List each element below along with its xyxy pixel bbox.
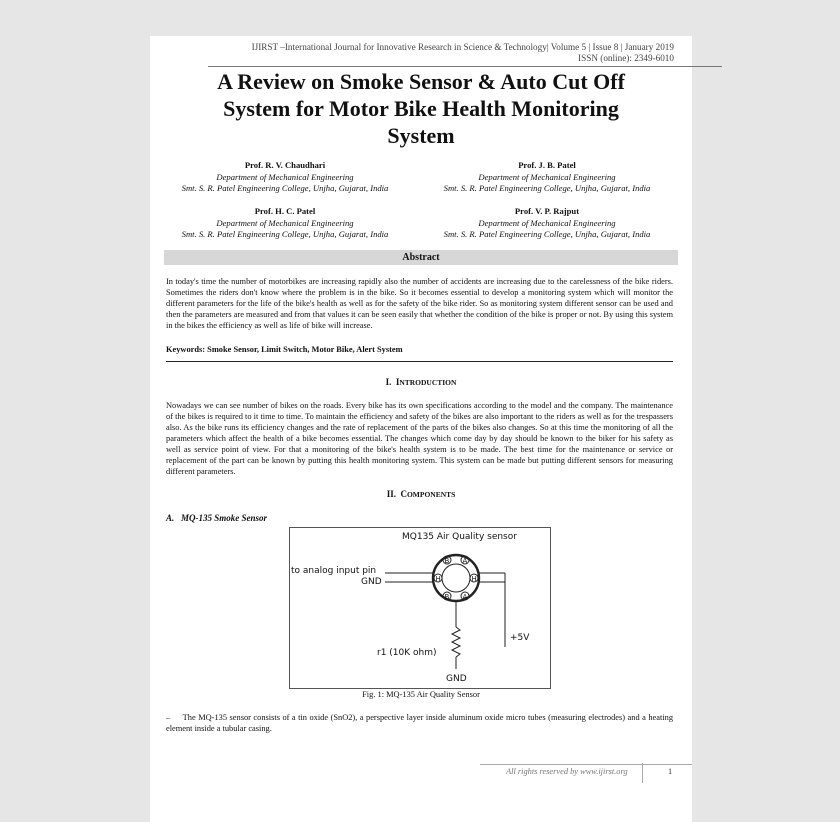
header-rule <box>208 66 722 67</box>
author-affil: Smt. S. R. Patel Engineering College, Unjha, Gujarat, India <box>443 183 651 193</box>
pin-label-b-bottom: B <box>444 593 450 601</box>
pin-label-h-right: H <box>471 575 477 583</box>
author-dept: Department of Mechanical Engineering <box>216 171 354 182</box>
author-affil: Smt. S. R. Patel Engineering College, Unjha, Gujarat, India <box>443 229 651 239</box>
footer-rights: All rights reserved by www.ijirst.org <box>506 767 628 776</box>
bullet-dash: – <box>166 713 171 722</box>
author-name: Prof. J. B. Patel <box>518 160 576 170</box>
title-line-3: System <box>387 123 455 148</box>
section-number: II. <box>386 489 396 499</box>
mq135-circuit-diagram <box>289 527 551 689</box>
section-number: I. <box>385 377 392 387</box>
keywords: Keywords: Smoke Sensor, Limit Switch, Motor Bike, Alert System <box>166 345 403 354</box>
subsection-label: A. <box>166 513 175 523</box>
footer-rule <box>480 764 692 765</box>
resistor-label: r1 (10K ohm) <box>377 648 437 658</box>
author-affil: Smt. S. R. Patel Engineering College, Unjha, Gujarat, India <box>181 183 389 193</box>
author-block-2 <box>412 160 682 195</box>
journal-header: IJIRST –International Journal for Innovative Research in Science & Technology| Volume 5 | Issue 8 | January 2019 <box>251 42 674 52</box>
footer-divider <box>642 763 643 783</box>
bullet-text: The MQ-135 sensor consists of a tin oxide (SnO2), a perspective layer inside aluminum oxide micro tubes (measuring electrodes) and a heating element inside a tubular casing. <box>166 713 674 733</box>
author-block-1 <box>150 160 420 195</box>
section-heading-introduction <box>150 377 692 387</box>
introduction-text: Nowadays we can see number of bikes on the roads. Every bike has its own specifications according to the model and the company. The maintenance of the bikes is required to it time to time. To maintain the efficiency and safety of the bikes are also important to the riders as well as for the trespassers also. As the bike runs its efficiency changes and the rate of replacement of the parts of the bikes also changes. So at this time the monitoring of all the parameters which affect the health of a bike becomes essential. The changes which come day by day should be known to the biker for his safety as well as service point of view. For that a monitoring of the bike's health system is to be made. The best time for the maintenance or service or replacement of the part can be known by putting this health monitoring system. This system can be made but putting different sensors for measuring different parameters. <box>166 401 673 476</box>
issn-header: ISSN (online): 2349-6010 <box>578 53 674 63</box>
abstract-text: In today's time the number of motorbikes are increasing rapidly also the number of accidents are increasing due to the carelessness of the bike riders. Sometimes the riders don't know where the problem is in the bike. So it becomes essential to develop a monitoring system which will monitor the different parameters for the life of the bike's health as well as for the safety of the bike rider. So as monitoring system different sensor can be used and then the parameters are measured and from that values it can be seen easily that whether the condition of the bike is proper or not. By using this system in the bikes the efficiency as well as life of bike will increase. <box>166 277 673 330</box>
author-dept: Department of Mechanical Engineering <box>478 217 616 228</box>
section-cap: C <box>400 489 407 499</box>
paper-title <box>160 68 682 149</box>
author-affil: Smt. S. R. Patel Engineering College, Unjha, Gujarat, India <box>181 229 389 239</box>
section-rest: OMPONENTS <box>406 490 456 499</box>
paper-page <box>150 36 692 822</box>
author-name: Prof. V. P. Rajput <box>514 206 580 216</box>
bullet-item <box>166 712 673 734</box>
section-rest: NTRODUCTION <box>399 378 457 387</box>
author-block-4 <box>412 206 682 241</box>
vcc-label: +5V <box>510 633 530 643</box>
figure-caption: Fig. 1: MQ-135 Air Quality Sensor <box>362 690 480 699</box>
author-name: Prof. H. C. Patel <box>254 206 316 216</box>
figure-title: MQ135 Air Quality sensor <box>402 532 517 542</box>
subsection-title: MQ-135 Smoke Sensor <box>181 513 268 523</box>
analog-pin-label: to analog input pin <box>291 566 377 576</box>
author-dept: Department of Mechanical Engineering <box>478 171 616 182</box>
title-line-1: A Review on Smoke Sensor & Auto Cut Off <box>217 69 625 94</box>
abstract-heading: Abstract <box>164 250 678 265</box>
gnd-bottom-label: GND <box>446 674 467 684</box>
resistor-zigzag <box>452 627 460 657</box>
author-name: Prof. R. V. Chaudhari <box>244 160 326 170</box>
pin-label-a-bottom: A <box>462 593 468 601</box>
pin-label-h-left: H <box>435 575 441 583</box>
author-block-3 <box>150 206 420 241</box>
sensor-core <box>442 564 470 592</box>
pin-label-a-top: A <box>462 557 468 565</box>
page-number: 1 <box>668 767 673 776</box>
figure-border <box>290 528 551 689</box>
section-cap: I <box>395 377 400 387</box>
gnd-top-label: GND <box>361 577 382 587</box>
abstract-rule <box>166 361 673 362</box>
title-line-2: System for Motor Bike Health Monitoring <box>223 96 619 121</box>
subsection-heading <box>166 513 267 523</box>
section-heading-components <box>150 489 692 499</box>
author-dept: Department of Mechanical Engineering <box>216 217 354 228</box>
pin-label-b-top: B <box>444 557 450 565</box>
